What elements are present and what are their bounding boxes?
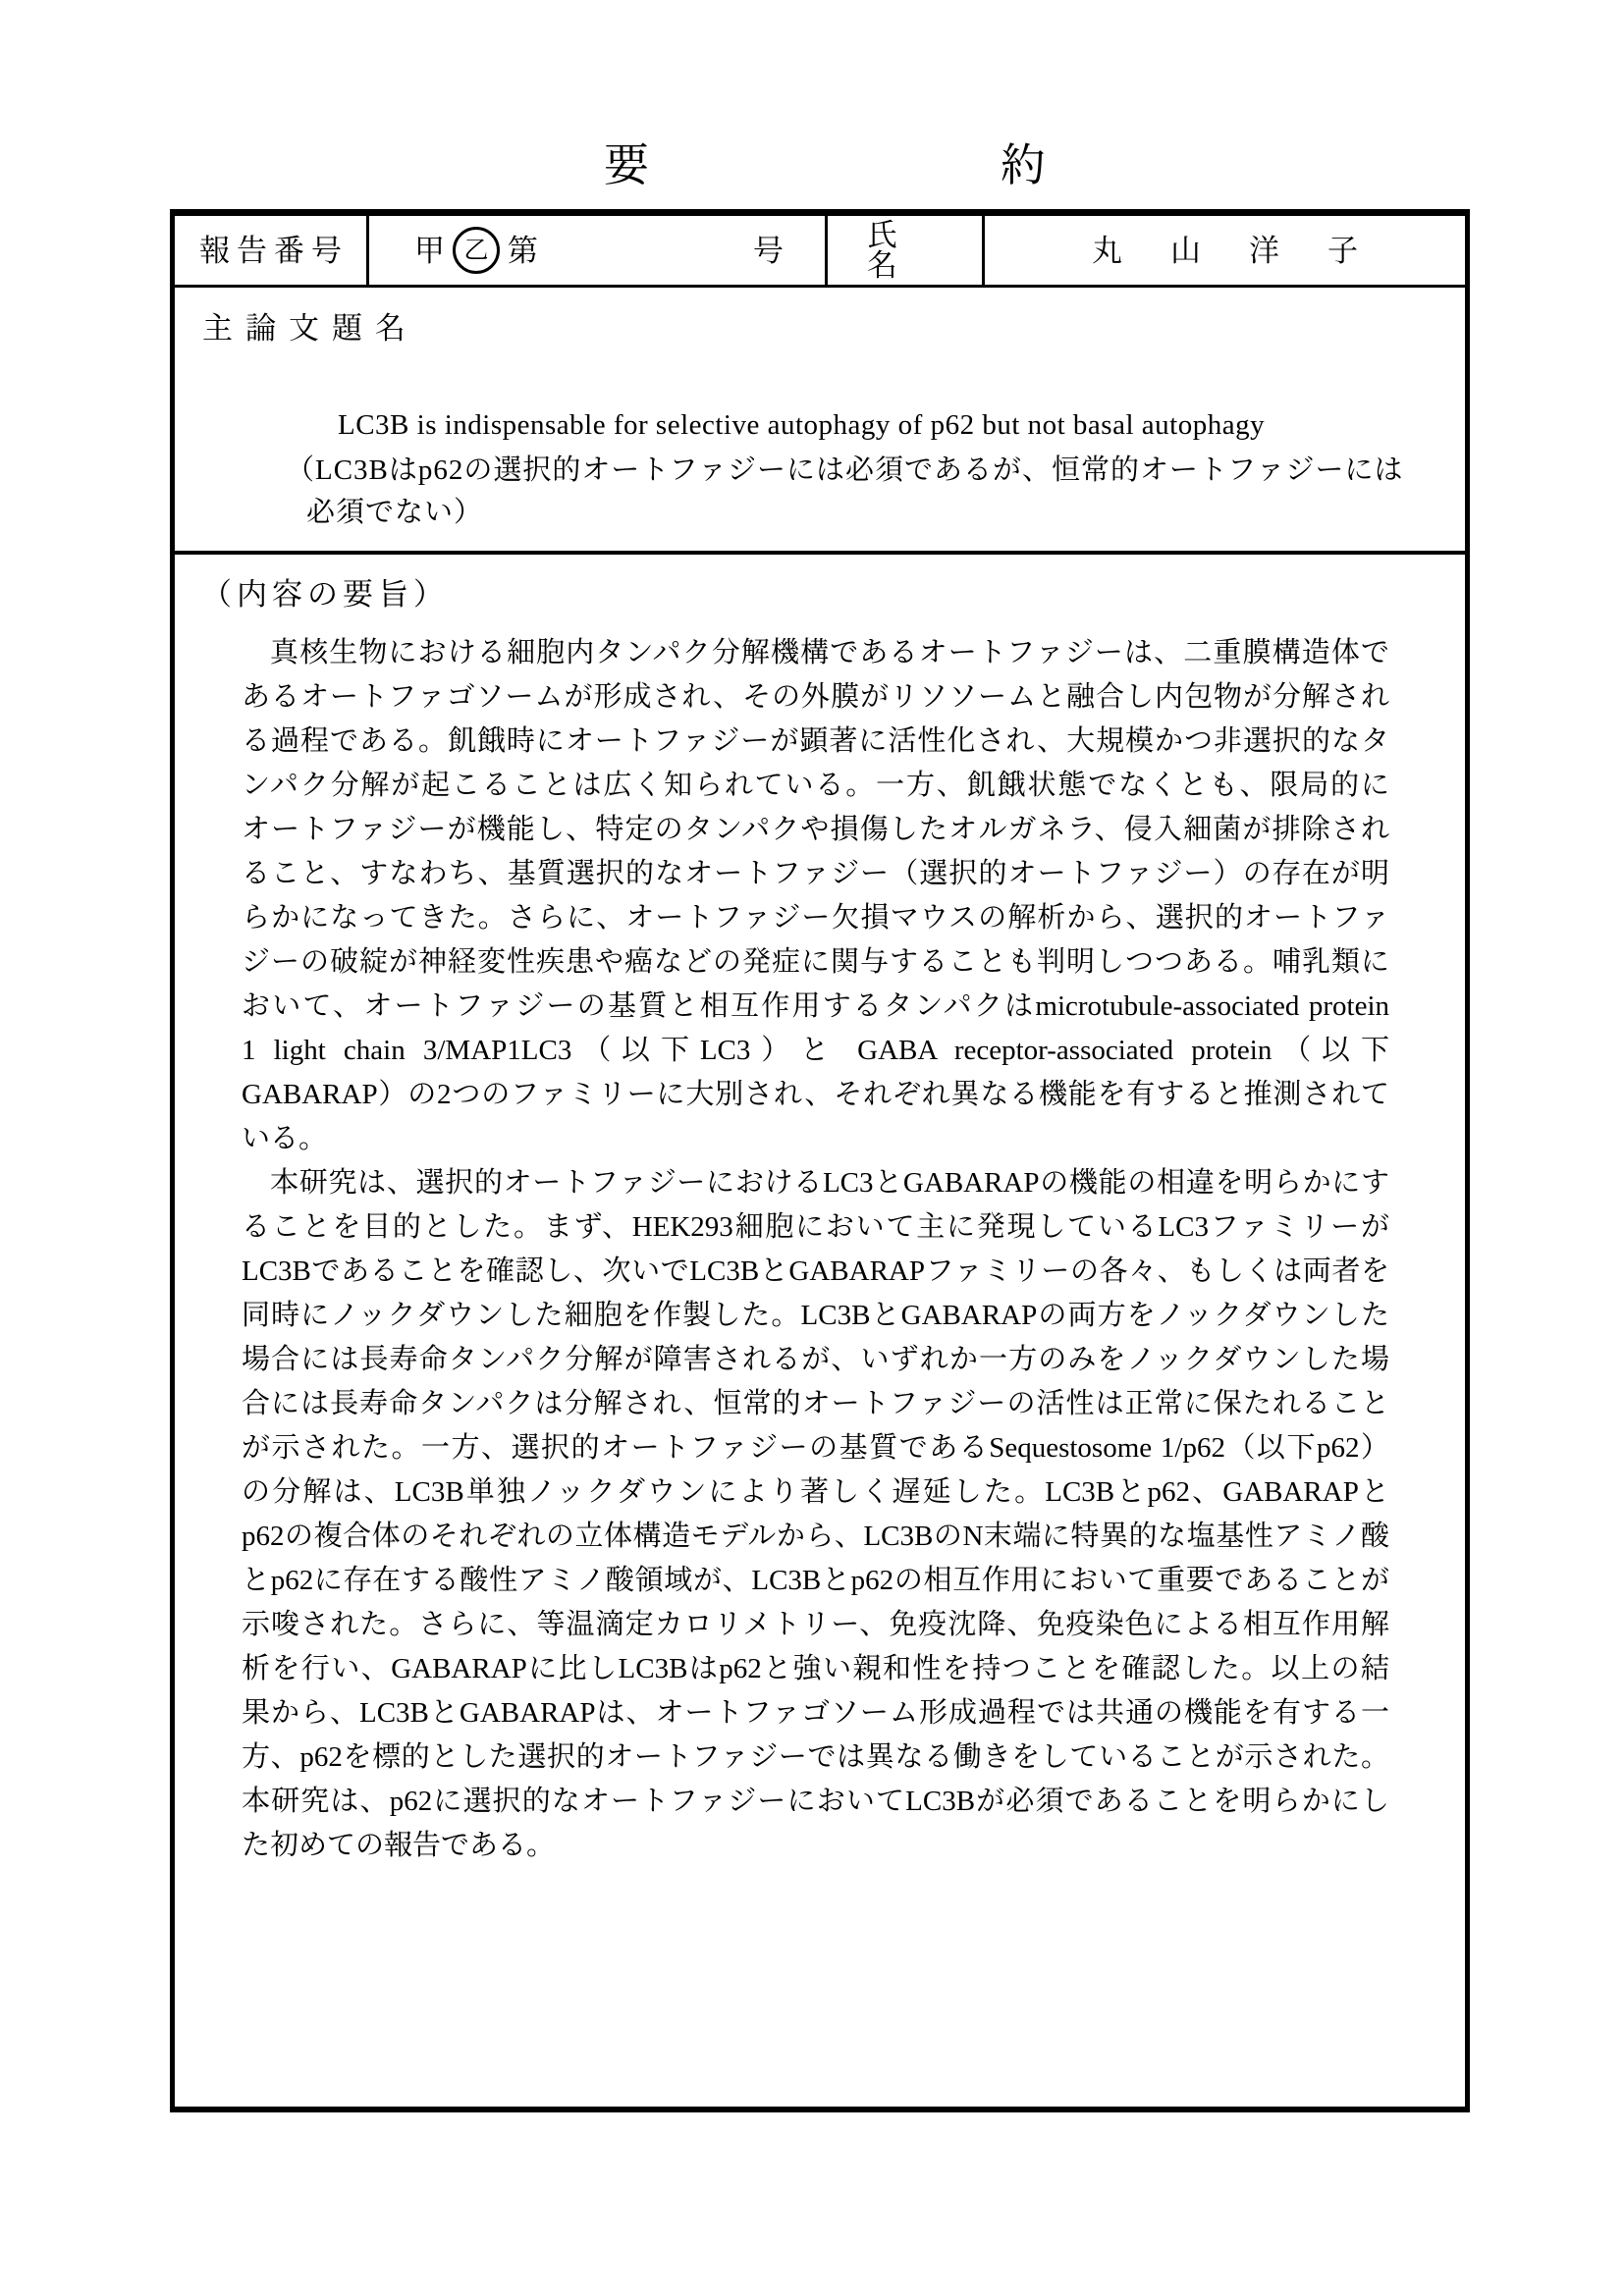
abstract-label: （内容の要旨） <box>201 577 449 612</box>
text-line: p62の複合体のそれぞれの立体構造モデルから、LC3BのN末端に特異的な塩基性アミノ酸 <box>242 1521 1389 1552</box>
text-line: 方、p62を標的とした選択的オートファジーでは異なる働きをしていることが示された。 <box>242 1741 1389 1773</box>
text-line: ジーの破綻が神経変性疾患や癌などの発症に関与することも判明しつつある。哺乳類に <box>242 946 1389 978</box>
text-line: 真核生物における細胞内タンパク分解機構であるオートファジーは、二重膜構造体で <box>270 637 1389 668</box>
text-line: 場合には長寿命タンパク分解が障害されるが、いずれか一方のみをノックダウンした場 <box>242 1344 1389 1375</box>
main-title-label: 主論文題名 <box>202 311 418 346</box>
dai-label: 第 <box>508 233 538 268</box>
text-line: 析を行い、GABARAPに比しLC3Bはp62と強い親和性を持つことを確認した。以上の結 <box>242 1653 1389 1684</box>
page-title-char-right: 約 <box>1001 140 1046 190</box>
text-line: た初めての報告である。 <box>242 1830 556 1861</box>
gou-label: 号 <box>753 233 784 268</box>
text-line: が示された。一方、選択的オートファジーの基質であるSequestosome 1/p62（以下p62） <box>242 1432 1389 1464</box>
page-title-char-left: 要 <box>604 140 649 190</box>
text-line: いる。 <box>242 1123 328 1154</box>
text-line: おいて、オートファジーの基質と相互作用するタンパクはmicrotubule-associated protein <box>242 990 1389 1022</box>
otsu-circled-mark: 乙 <box>453 227 500 274</box>
thesis-title-english: LC3B is indispensable for selective autophagy of p62 but not basal autophagy <box>338 409 1266 441</box>
text-line: 合には長寿命タンパクは分解され、恒常的オートファジーの活性は正常に保たれること <box>242 1388 1389 1419</box>
text-line: 本研究は、p62に選択的なオートファジーにおいてLC3Bが必須であることを明らかにし <box>242 1786 1389 1817</box>
kou-label: 甲 <box>414 233 445 268</box>
text-line: LC3Bであることを確認し、次いでLC3BとGABARAPファミリーの各々、もしくは両者を <box>242 1255 1389 1287</box>
paragraph <box>242 631 1389 1161</box>
report-header-row <box>175 216 1465 288</box>
name-value: 丸山洋子 <box>1092 233 1406 268</box>
report-number-label: 報告番号 <box>175 216 369 285</box>
abstract-text <box>242 631 1389 1868</box>
text-line: 果から、LC3BとGABARAPは、オートファゴソーム形成過程では共通の機能を有する一 <box>242 1697 1389 1729</box>
text-line: ンパク分解が起こることは広く知られている。一方、飢餓状態でなくとも、限局的に <box>242 770 1389 801</box>
name-label: 氏名 <box>828 216 985 285</box>
text-line: 示唆された。さらに、等温滴定カロリメトリー、免疫沈降、免疫染色による相互作用解 <box>242 1609 1389 1640</box>
text-line: 本研究は、選択的オートファジーにおけるLC3とGABARAPの機能の相違を明らかにす <box>270 1167 1389 1199</box>
text-line: GABARAP）の2つのファミリーに大別され、それぞれ異なる機能を有すると推測されて <box>242 1079 1389 1110</box>
paragraph <box>242 1161 1389 1868</box>
thesis-title-japanese-line1: （LC3Bはp62の選択的オートファジーには必須であるが、恒常的オートファジーには <box>286 454 1404 486</box>
page-title <box>13 0 1624 188</box>
text-line: らかになってきた。さらに、オートファジー欠損マウスの解析から、選択的オートファ <box>242 902 1389 934</box>
text-line: あるオートファゴソームが形成され、その外膜がリソソームと融合し内包物が分解され <box>242 681 1389 713</box>
abstract-form <box>170 209 1470 2112</box>
text-line: の分解は、LC3B単独ノックダウンにより著しく遅延した。LC3Bとp62、GABARAPと <box>242 1476 1389 1508</box>
thesis-title-japanese-line2: 必須でない） <box>306 497 484 528</box>
text-line: とp62に存在する酸性アミノ酸領域が、LC3Bとp62の相互作用において重要であることが <box>242 1565 1389 1596</box>
text-line: オートファジーが機能し、特定のタンパクや損傷したオルガネラ、侵入細菌が排除され <box>242 814 1389 845</box>
report-number-field <box>369 216 828 285</box>
text-line: 1 light chain 3/MAP1LC3（以下LC3）と GABA receptor-associated protein（以下 <box>242 1035 1389 1066</box>
text-line: ること、すなわち、基質選択的なオートファジー（選択的オートファジー）の存在が明 <box>242 858 1389 889</box>
text-line: 同時にノックダウンした細胞を作製した。LC3BとGABARAPの両方をノックダウンした <box>242 1300 1389 1331</box>
text-line: る過程である。飢餓時にオートファジーが顕著に活性化され、大規模かつ非選択的なタ <box>242 725 1389 757</box>
text-line: ることを目的とした。まず、HEK293細胞において主に発現しているLC3ファミリーが <box>242 1211 1389 1243</box>
main-title-section <box>175 288 1465 555</box>
abstract-body-section <box>175 555 1465 1868</box>
